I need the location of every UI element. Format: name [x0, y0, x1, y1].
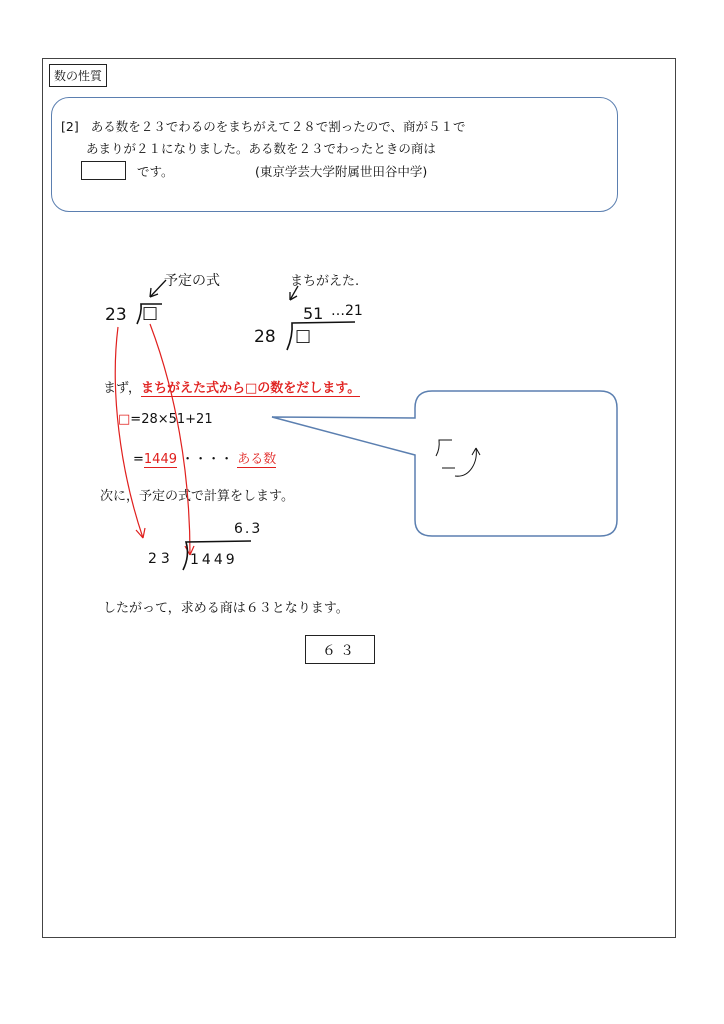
- question-line-3: です。: [137, 164, 174, 179]
- step1-prefix: まず，: [103, 381, 141, 396]
- correct-division-bracket: [137, 304, 162, 324]
- correct-formula-label: 予定の式: [164, 273, 220, 289]
- eq2-label: ある数: [237, 452, 277, 467]
- question-text-1: ある数を２３でわるのをまちがえて２８で割ったので、商が５１で: [90, 119, 466, 134]
- step2-line: 次に，予定の式で計算をします。: [100, 489, 294, 504]
- red-arrow-box: [150, 324, 190, 555]
- question-line-2: あまりが２１になりました。ある数を２３でわったときの商は: [86, 141, 436, 156]
- step1-highlight: まちがえた式から□の数をだします。: [140, 381, 361, 396]
- wrong-remainder: …21: [331, 303, 363, 319]
- div2-quotient: 6.3: [234, 521, 263, 537]
- red-arrow-divisor: [115, 327, 143, 538]
- wrong-quotient: 51: [303, 304, 324, 323]
- callout-bubble: [272, 391, 617, 536]
- wrong-formula-label: まちがえた.: [290, 274, 360, 289]
- topic-label: 数の性質: [49, 64, 107, 87]
- answer-box: ６３: [305, 635, 375, 664]
- div2-divisor: 23: [148, 551, 174, 567]
- question-source: (東京学芸大学附属世田谷中学): [255, 164, 428, 179]
- eq2-equal: =: [133, 452, 144, 467]
- correct-divisor: 23: [105, 305, 127, 325]
- eq1-box: □: [118, 412, 131, 427]
- wrong-divisor: 28: [254, 327, 276, 347]
- wrong-box: □: [295, 326, 312, 346]
- div2-dividend: 1449: [190, 552, 238, 568]
- question-number: [2]: [61, 119, 79, 134]
- correct-box: □: [142, 303, 159, 323]
- conclusion-line: したがって，求める商は６３となります。: [103, 601, 349, 616]
- wrong-division-bracket: [287, 322, 355, 350]
- eq2-value: 1449: [143, 452, 177, 467]
- eq1-expression: =28×51+21: [130, 412, 213, 427]
- eq2-dots: ・・・・: [181, 452, 234, 467]
- div2-bracket: [183, 541, 251, 570]
